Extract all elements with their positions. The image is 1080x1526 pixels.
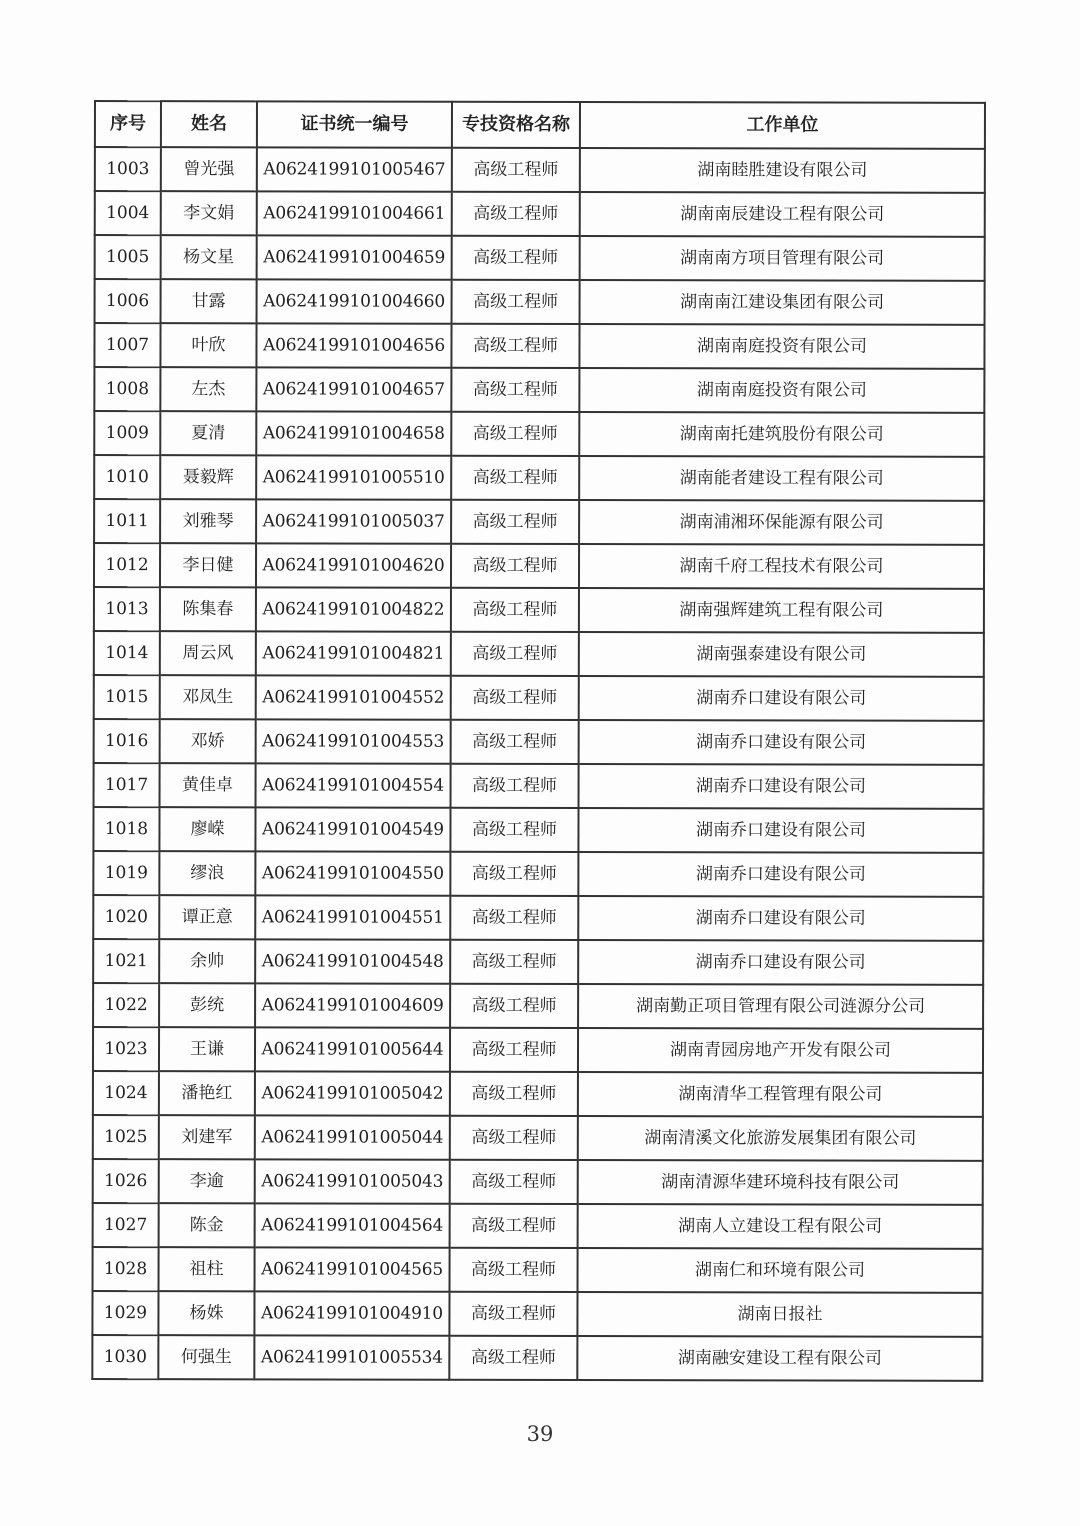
header-qualification: 专技资格名称 xyxy=(452,102,580,148)
cell-work-unit: 湖南勤正项目管理有限公司涟源分公司 xyxy=(578,984,983,1029)
cell-work-unit: 湖南乔口建设有限公司 xyxy=(578,808,983,853)
cell-certificate-number: A0624199101004620 xyxy=(256,543,451,587)
cell-work-unit: 湖南南方项目管理有限公司 xyxy=(580,236,985,281)
table-row xyxy=(94,411,984,457)
cell-qualification: 高级工程师 xyxy=(450,852,578,896)
cell-work-unit: 湖南浦湘环保能源有限公司 xyxy=(579,500,984,545)
cell-certificate-number: A0624199101005042 xyxy=(255,1071,450,1115)
cell-name: 左杰 xyxy=(160,367,256,411)
cell-work-unit: 湖南乔口建设有限公司 xyxy=(579,676,984,721)
table-header-row xyxy=(95,101,985,149)
cell-name: 杨文星 xyxy=(161,235,257,279)
cell-certificate-number: A0624199101004660 xyxy=(257,279,452,323)
cell-name: 黄佳卓 xyxy=(160,763,256,807)
cell-serial-number: 1011 xyxy=(94,499,160,543)
cell-name: 邓娇 xyxy=(160,719,256,763)
cell-serial-number: 1022 xyxy=(93,983,159,1027)
cell-serial-number: 1026 xyxy=(93,1159,159,1203)
table-row xyxy=(93,807,983,853)
cell-name: 周云风 xyxy=(160,631,256,675)
cell-serial-number: 1007 xyxy=(94,323,160,367)
cell-serial-number: 1018 xyxy=(93,807,159,851)
cell-work-unit: 湖南青园房地产开发有限公司 xyxy=(578,1028,983,1073)
cell-qualification: 高级工程师 xyxy=(450,1116,578,1160)
personnel-table xyxy=(91,100,986,1382)
cell-work-unit: 湖南千府工程技术有限公司 xyxy=(579,544,984,589)
table-row xyxy=(94,675,984,721)
cell-work-unit: 湖南能者建设工程有限公司 xyxy=(579,456,984,501)
cell-name: 陈金 xyxy=(159,1203,255,1247)
cell-qualification: 高级工程师 xyxy=(452,236,580,280)
cell-work-unit: 湖南乔口建设有限公司 xyxy=(579,764,984,809)
cell-certificate-number: A0624199101004657 xyxy=(256,367,451,411)
cell-qualification: 高级工程师 xyxy=(450,1160,578,1204)
cell-serial-number: 1013 xyxy=(94,587,160,631)
cell-serial-number: 1025 xyxy=(93,1115,159,1159)
cell-work-unit: 湖南乔口建设有限公司 xyxy=(578,940,983,985)
table-row xyxy=(93,1027,983,1073)
cell-serial-number: 1019 xyxy=(93,851,159,895)
cell-qualification: 高级工程师 xyxy=(451,456,579,500)
cell-qualification: 高级工程师 xyxy=(450,1204,578,1248)
cell-name: 夏清 xyxy=(160,411,256,455)
cell-name: 彭统 xyxy=(159,983,255,1027)
cell-name: 潘艳红 xyxy=(159,1071,255,1115)
cell-certificate-number: A0624199101005037 xyxy=(256,499,451,543)
cell-name: 李逾 xyxy=(159,1159,255,1203)
cell-work-unit: 湖南乔口建设有限公司 xyxy=(579,720,984,765)
cell-qualification: 高级工程师 xyxy=(451,324,579,368)
table-row xyxy=(93,851,983,897)
cell-serial-number: 1010 xyxy=(94,455,160,499)
cell-certificate-number: A0624199101004552 xyxy=(256,675,451,719)
cell-name: 谭正意 xyxy=(159,895,255,939)
cell-name: 廖嵘 xyxy=(159,807,255,851)
cell-qualification: 高级工程师 xyxy=(450,1028,578,1072)
cell-name: 邓凤生 xyxy=(160,675,256,719)
cell-qualification: 高级工程师 xyxy=(450,984,578,1028)
cell-certificate-number: A0624199101005534 xyxy=(254,1335,449,1379)
cell-name: 祖柱 xyxy=(159,1247,255,1291)
cell-work-unit: 湖南仁和环境有限公司 xyxy=(578,1248,983,1293)
table-row xyxy=(93,1203,983,1249)
cell-work-unit: 湖南南庭投资有限公司 xyxy=(579,324,984,369)
cell-work-unit: 湖南乔口建设有限公司 xyxy=(578,852,983,897)
cell-certificate-number: A0624199101004658 xyxy=(256,411,451,455)
cell-certificate-number: A0624199101004609 xyxy=(255,983,450,1027)
cell-serial-number: 1027 xyxy=(93,1203,159,1247)
cell-qualification: 高级工程师 xyxy=(449,1292,577,1336)
table-row xyxy=(94,543,984,589)
table-row xyxy=(93,1115,983,1161)
cell-name: 李文娟 xyxy=(161,191,257,235)
cell-serial-number: 1023 xyxy=(93,1027,159,1071)
cell-work-unit: 湖南南庭投资有限公司 xyxy=(579,368,984,413)
cell-certificate-number: A0624199101004659 xyxy=(257,235,452,279)
cell-serial-number: 1006 xyxy=(95,279,161,323)
cell-certificate-number: A0624199101004565 xyxy=(255,1247,450,1291)
cell-work-unit: 湖南南辰建设工程有限公司 xyxy=(580,192,985,237)
cell-qualification: 高级工程师 xyxy=(450,1248,578,1292)
cell-qualification: 高级工程师 xyxy=(452,192,580,236)
cell-certificate-number: A0624199101004564 xyxy=(255,1203,450,1247)
cell-certificate-number: A0624199101004821 xyxy=(256,631,451,675)
cell-work-unit: 湖南强辉建筑工程有限公司 xyxy=(579,588,984,633)
cell-serial-number: 1005 xyxy=(95,235,161,279)
cell-certificate-number: A0624199101004551 xyxy=(255,895,450,939)
cell-name: 余帅 xyxy=(159,939,255,983)
table-row xyxy=(94,719,984,765)
cell-name: 刘建军 xyxy=(159,1115,255,1159)
table-row xyxy=(94,763,984,809)
cell-qualification: 高级工程师 xyxy=(451,676,579,720)
cell-serial-number: 1004 xyxy=(95,191,161,235)
table-row xyxy=(93,983,983,1029)
table-row xyxy=(92,1291,982,1337)
cell-certificate-number: A0624199101005043 xyxy=(255,1159,450,1203)
cell-qualification: 高级工程师 xyxy=(451,764,579,808)
table-row xyxy=(95,279,985,325)
cell-name: 缪浪 xyxy=(159,851,255,895)
table-row xyxy=(93,1071,983,1117)
cell-certificate-number: A0624199101005510 xyxy=(256,455,451,499)
cell-serial-number: 1015 xyxy=(94,675,160,719)
cell-serial-number: 1014 xyxy=(94,631,160,675)
cell-certificate-number: A0624199101004822 xyxy=(256,587,451,631)
cell-name: 聂毅辉 xyxy=(160,455,256,499)
cell-work-unit: 湖南清溪文化旅游发展集团有限公司 xyxy=(578,1116,983,1161)
cell-serial-number: 1024 xyxy=(93,1071,159,1115)
table-row xyxy=(95,191,985,237)
cell-serial-number: 1020 xyxy=(93,895,159,939)
table-row xyxy=(93,1247,983,1293)
cell-certificate-number: A0624199101004553 xyxy=(256,719,451,763)
cell-qualification: 高级工程师 xyxy=(451,720,579,764)
cell-serial-number: 1016 xyxy=(94,719,160,763)
table-row xyxy=(94,455,984,501)
table-row xyxy=(93,895,983,941)
table-body xyxy=(92,147,985,1381)
cell-serial-number: 1008 xyxy=(94,367,160,411)
cell-certificate-number: A0624199101005044 xyxy=(255,1115,450,1159)
page-number: 39 xyxy=(526,1422,554,1446)
header-certificate-number: 证书统一编号 xyxy=(257,101,452,147)
cell-name: 李日健 xyxy=(160,543,256,587)
cell-qualification: 高级工程师 xyxy=(451,368,579,412)
cell-serial-number: 1021 xyxy=(93,939,159,983)
cell-certificate-number: A0624199101004549 xyxy=(255,807,450,851)
cell-qualification: 高级工程师 xyxy=(452,280,580,324)
table-row xyxy=(95,235,985,281)
cell-work-unit: 湖南乔口建设有限公司 xyxy=(578,896,983,941)
table-row xyxy=(94,367,984,413)
cell-name: 何强生 xyxy=(158,1335,254,1379)
cell-qualification: 高级工程师 xyxy=(452,148,580,192)
cell-qualification: 高级工程师 xyxy=(451,544,579,588)
cell-work-unit: 湖南日报社 xyxy=(577,1292,982,1337)
cell-qualification: 高级工程师 xyxy=(451,632,579,676)
cell-name: 陈集春 xyxy=(160,587,256,631)
cell-serial-number: 1012 xyxy=(94,543,160,587)
cell-qualification: 高级工程师 xyxy=(451,412,579,456)
cell-work-unit: 湖南融安建设工程有限公司 xyxy=(577,1336,982,1381)
table-row xyxy=(93,939,983,985)
table-row xyxy=(94,587,984,633)
cell-certificate-number: A0624199101004661 xyxy=(257,191,452,235)
cell-qualification: 高级工程师 xyxy=(450,808,578,852)
header-work-unit: 工作单位 xyxy=(580,102,985,149)
cell-work-unit: 湖南人立建设工程有限公司 xyxy=(578,1204,983,1249)
cell-certificate-number: A0624199101004548 xyxy=(255,939,450,983)
table-row xyxy=(94,499,984,545)
cell-name: 甘露 xyxy=(161,279,257,323)
header-name: 姓名 xyxy=(161,101,257,147)
cell-certificate-number: A0624199101005467 xyxy=(257,147,452,191)
cell-name: 刘雅琴 xyxy=(160,499,256,543)
cell-certificate-number: A0624199101004554 xyxy=(256,763,451,807)
cell-certificate-number: A0624199101004656 xyxy=(256,323,451,367)
table-row xyxy=(92,1335,982,1381)
cell-serial-number: 1030 xyxy=(92,1335,158,1379)
cell-work-unit: 湖南南江建设集团有限公司 xyxy=(580,280,985,325)
cell-qualification: 高级工程师 xyxy=(450,1072,578,1116)
cell-serial-number: 1029 xyxy=(92,1291,158,1335)
cell-work-unit: 湖南清源华建环境科技有限公司 xyxy=(578,1160,983,1205)
cell-name: 曾光强 xyxy=(161,147,257,191)
cell-qualification: 高级工程师 xyxy=(451,500,579,544)
header-serial-number: 序号 xyxy=(95,101,161,147)
table-row xyxy=(95,147,985,193)
cell-name: 杨姝 xyxy=(158,1291,254,1335)
cell-serial-number: 1009 xyxy=(94,411,160,455)
cell-qualification: 高级工程师 xyxy=(450,940,578,984)
cell-work-unit: 湖南强泰建设有限公司 xyxy=(579,632,984,677)
cell-work-unit: 湖南睦胜建设有限公司 xyxy=(580,148,985,193)
cell-serial-number: 1028 xyxy=(93,1247,159,1291)
table-row xyxy=(94,323,984,369)
cell-qualification: 高级工程师 xyxy=(451,588,579,632)
cell-serial-number: 1017 xyxy=(94,763,160,807)
cell-qualification: 高级工程师 xyxy=(450,896,578,940)
cell-name: 叶欣 xyxy=(160,323,256,367)
cell-certificate-number: A0624199101004550 xyxy=(255,851,450,895)
cell-work-unit: 湖南清华工程管理有限公司 xyxy=(578,1072,983,1117)
cell-work-unit: 湖南南托建筑股份有限公司 xyxy=(579,412,984,457)
cell-name: 王谦 xyxy=(159,1027,255,1071)
table-row xyxy=(94,631,984,677)
cell-certificate-number: A0624199101005644 xyxy=(255,1027,450,1071)
cell-certificate-number: A0624199101004910 xyxy=(254,1291,449,1335)
cell-serial-number: 1003 xyxy=(95,147,161,191)
cell-qualification: 高级工程师 xyxy=(449,1336,577,1380)
table-row xyxy=(93,1159,983,1205)
